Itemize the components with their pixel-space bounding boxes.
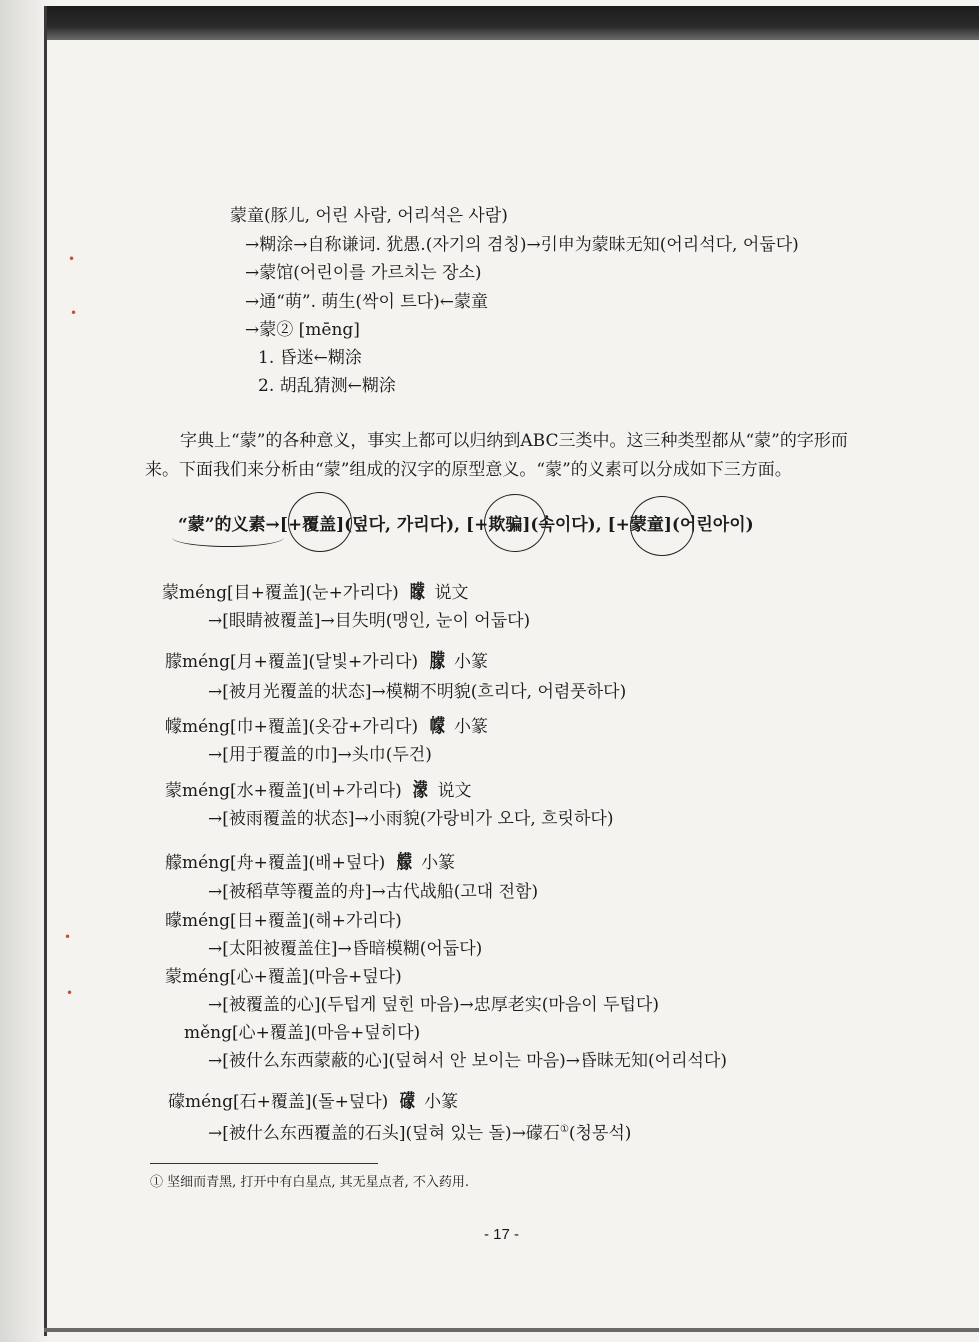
hand-circle — [484, 494, 546, 552]
footnote-rule — [150, 1163, 378, 1164]
footnote: ① 坚细而青黑, 打开中有白星点, 其无星点者, 不入药用. — [150, 1175, 470, 1190]
hand-underline — [172, 528, 284, 547]
definition-line: 蒙童(豚儿, 어린 사람, 어리석은 사람) — [230, 206, 508, 226]
entry-head-text: 礞méng[石+覆盖](돌+덮다) — [168, 1092, 389, 1112]
entry-head-text: 幪méng[巾+覆盖](옷감+가리다) — [165, 717, 419, 737]
seal-script-glyph: 幪 — [429, 715, 443, 737]
scan-left-shadow — [0, 0, 50, 1342]
entry-meaning: →[用于覆盖的巾]→头巾(두건) — [208, 745, 432, 765]
scan-left-border — [44, 6, 47, 1336]
entry-head: 蒙méng[心+覆盖](마음+덮다) — [165, 967, 402, 987]
seal-source: 说文 — [437, 781, 472, 801]
definition-line: →蒙② [mēng] — [245, 320, 360, 340]
seal-script-glyph: 朦 — [429, 650, 443, 672]
entry-subhead: měng[心+覆盖](마음+덮히다) — [184, 1023, 421, 1043]
entry-head-text: 朦méng[月+覆盖](달빛+가리다) — [165, 652, 419, 672]
scan-bottom-border — [44, 1328, 979, 1332]
entry-meaning-text: →[被什么东西覆盖的石头](덮혀 있는 돌)→礞石 — [208, 1123, 560, 1144]
scan-top-border — [44, 6, 979, 40]
seal-script-glyph: 礞 — [399, 1090, 414, 1112]
scan-mark: • — [70, 306, 78, 320]
entry-head — [165, 779, 472, 802]
entry-meaning: →[太阳被覆盖住]→昏暗模糊(어둡다) — [208, 939, 483, 959]
definition-line: 2. 胡乱猜测←糊涂 — [258, 376, 396, 396]
seme-cover: [+覆盖](덮다, 가리다), — [279, 515, 461, 535]
definition-line: →糊涂→自称谦词. 犹愚.(자기의 겸칭)→引申为蒙昧无知(어리석다, 어둡다) — [245, 235, 799, 255]
footnote-ref: ① — [559, 1124, 569, 1135]
seme-lead: “蒙”的义素→ — [178, 515, 280, 535]
entry-head — [165, 851, 455, 874]
entry-head-text: 蒙méng[水+覆盖](비+가리다) — [165, 781, 402, 801]
seal-source: 说文 — [434, 583, 469, 603]
definition-line: 1. 昏迷←糊涂 — [258, 348, 362, 368]
definition-line: →蒙馆(어린이를 가르치는 장소) — [245, 263, 482, 283]
scan-mark: • — [68, 252, 76, 266]
entry-meaning: →[被雨覆盖的状态]→小雨貌(가랑비가 오다, 흐릿하다) — [208, 809, 614, 829]
entry-head — [168, 1090, 458, 1113]
entry-meaning: →[被什么东西蒙蔽的心](덮혀서 안 보이는 마음)→昏昧无知(어리석다) — [208, 1051, 727, 1071]
seme-deceive: [+欺骗](속이다), — [466, 515, 602, 535]
body-paragraph-line: 来。下面我们来分析由“蒙”组成的汉字的原型意义。“蒙”的义素可以分成如下三方面。 — [145, 460, 792, 480]
page-number: - 17 - — [484, 1226, 520, 1243]
seme-child: [+蒙童](어린아이) — [607, 515, 754, 535]
scan-mark: • — [66, 986, 74, 1000]
entry-meaning-gloss: (청몽석) — [568, 1123, 632, 1144]
seal-script-glyph: 艨 — [396, 851, 411, 873]
entry-meaning: →[被月光覆盖的状态]→模糊不明貌(흐리다, 어렴풋하다) — [208, 682, 627, 702]
entry-head — [165, 650, 488, 673]
seal-source: 小篆 — [453, 652, 488, 672]
entry-head-text: 艨méng[舟+覆盖](배+덮다) — [165, 853, 386, 873]
entry-head-text: 蒙méng[目+覆盖](눈+가리다) — [162, 583, 399, 603]
seal-source: 小篆 — [424, 1092, 459, 1112]
scan-mark: • — [64, 930, 72, 944]
seal-script-glyph: 濛 — [412, 779, 427, 801]
seal-script-glyph: 矇 — [409, 581, 424, 603]
entry-meaning — [208, 1119, 631, 1145]
entry-meaning: →[被稻草等覆盖的舟]→古代战船(고대 전함) — [208, 882, 539, 902]
definition-line: →通“萌”. 萌生(싹이 트다)←蒙童 — [245, 292, 489, 312]
hand-circle — [288, 492, 352, 552]
entry-head — [165, 715, 488, 738]
entry-head: 曚méng[日+覆盖](해+가리다) — [165, 911, 402, 931]
entry-meaning: →[被覆盖的心](두텁게 덮힌 마음)→忠厚老实(마음이 두텁다) — [208, 995, 659, 1015]
entry-head — [162, 581, 469, 604]
seal-source: 小篆 — [421, 853, 456, 873]
body-paragraph-line: 字典上“蒙”的各种意义，事实上都可以归纳到ABC三类中。这三种类型都从“蒙”的字形而 — [180, 431, 848, 451]
seal-source: 小篆 — [453, 717, 488, 737]
hand-circle — [630, 496, 694, 556]
entry-meaning: →[眼睛被覆盖]→目失明(맹인, 눈이 어둡다) — [208, 611, 531, 631]
